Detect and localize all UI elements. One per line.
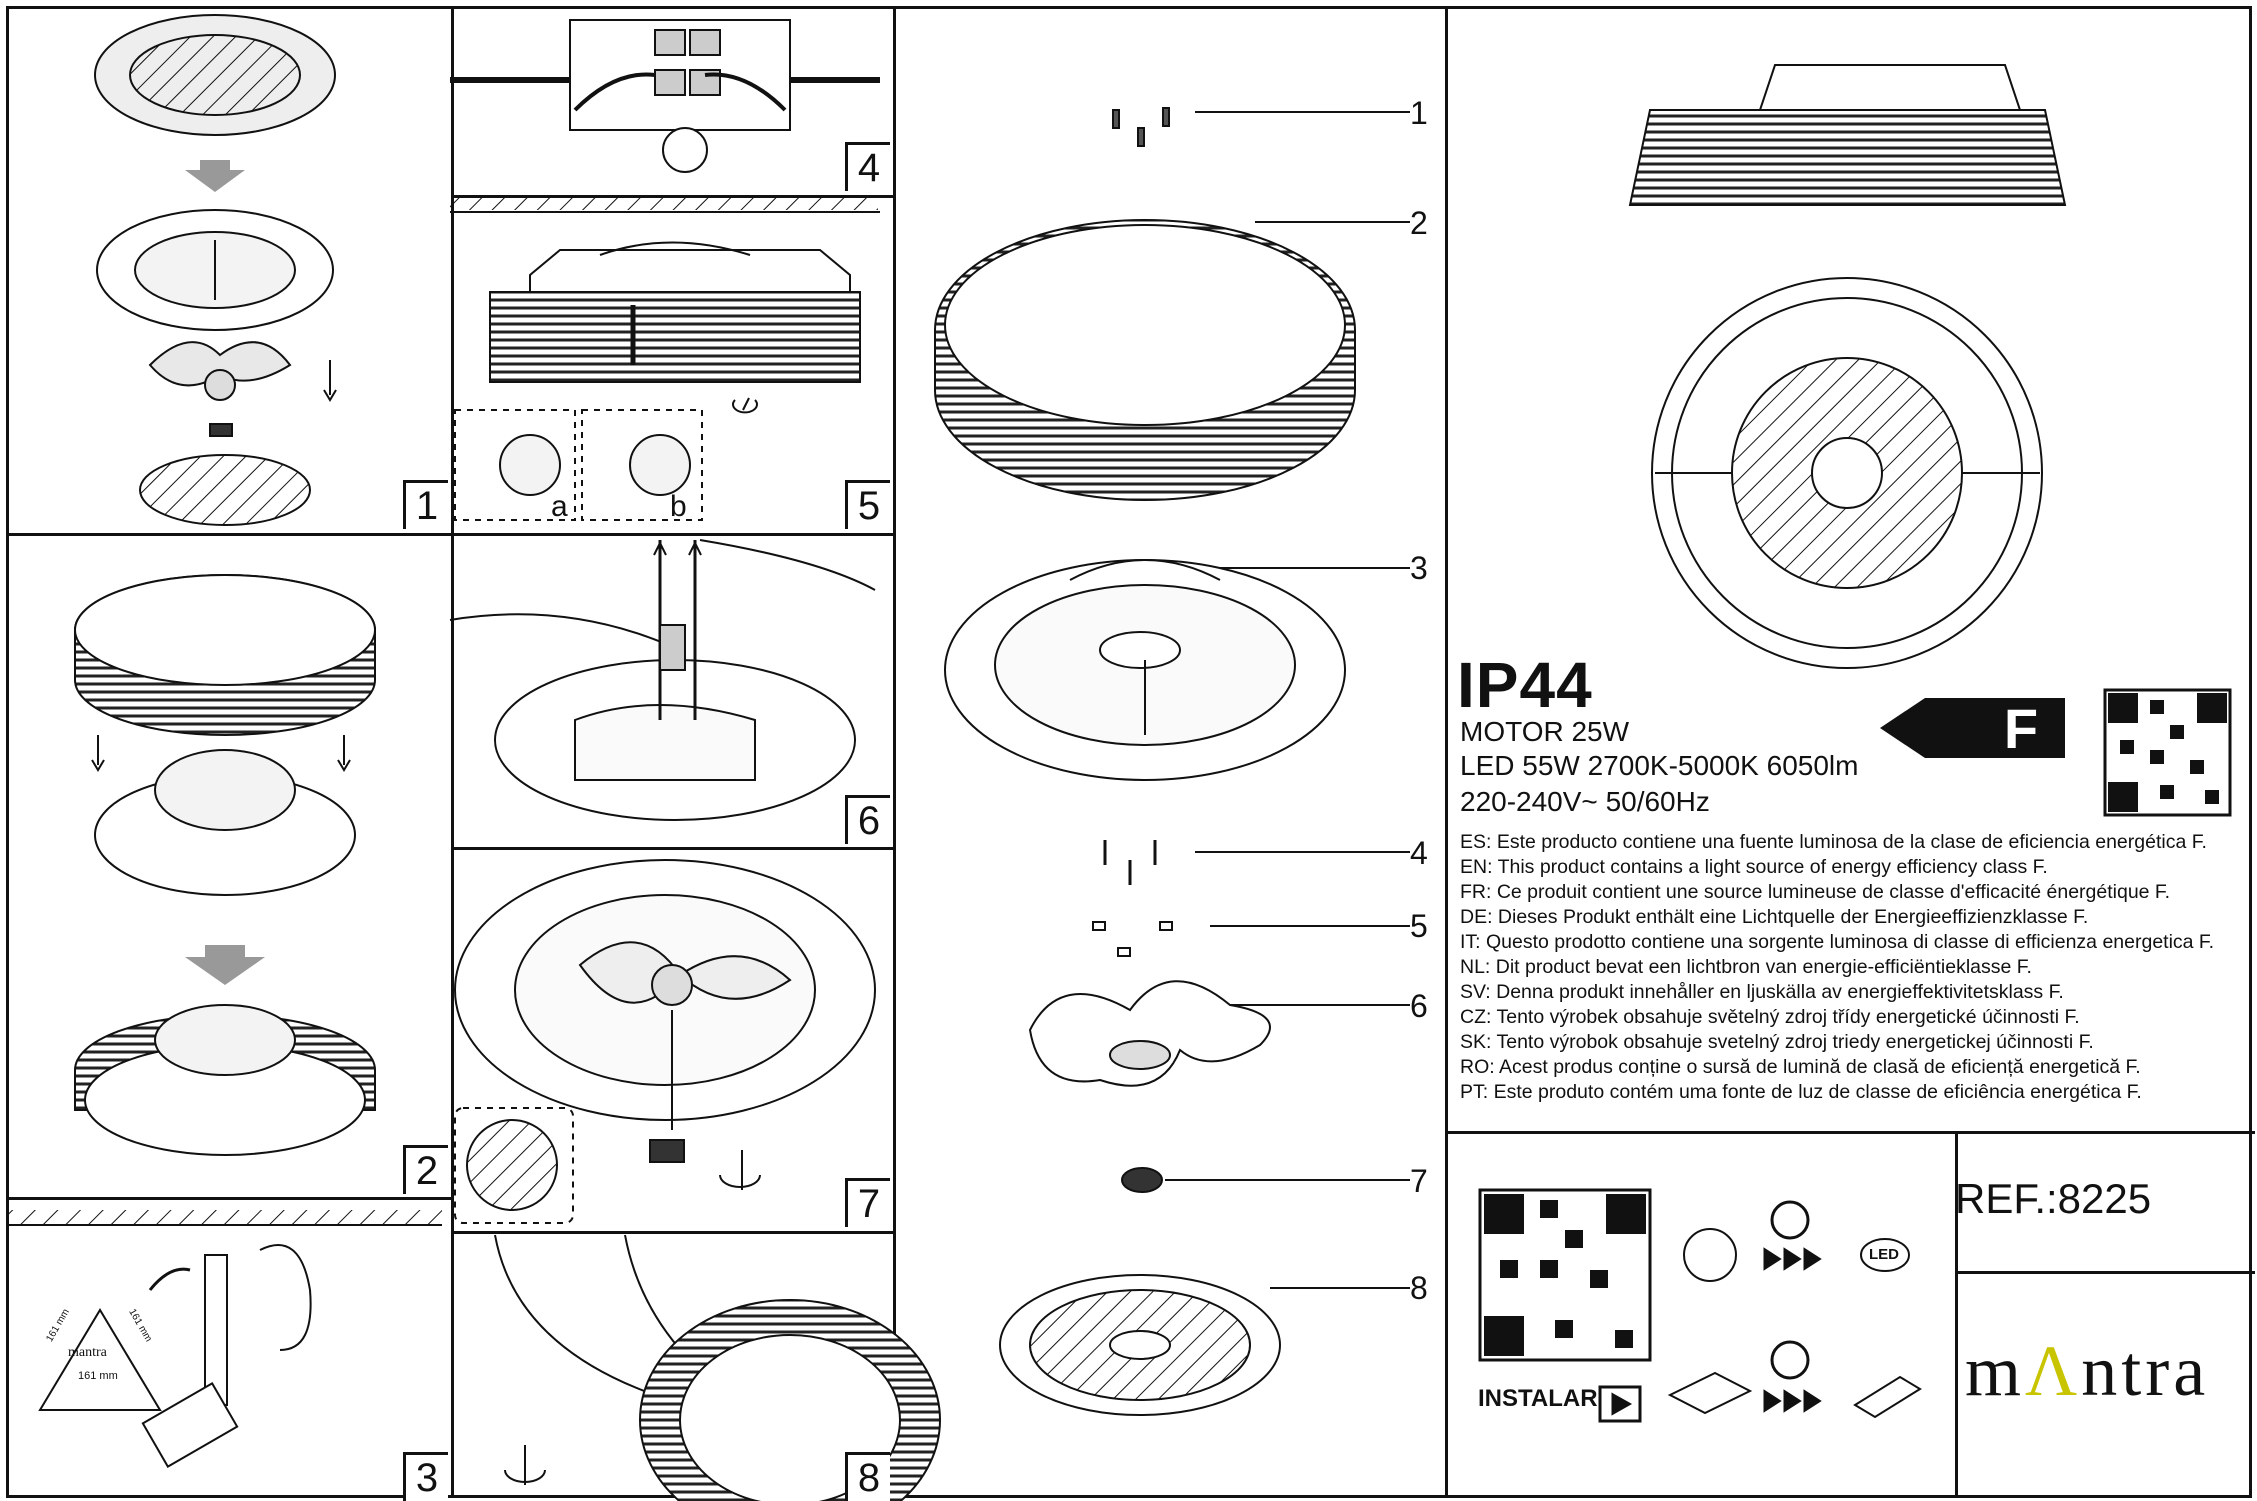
part-number: 6 xyxy=(1410,988,1428,1024)
step3-dim-bottom: 161 mm xyxy=(78,1370,118,1382)
brand-logo-mark: Λ xyxy=(2025,1331,2082,1411)
step3-dim-left: 161 mm xyxy=(44,1307,72,1344)
step4-drawing xyxy=(450,20,880,172)
led-icon-label: LED xyxy=(1869,1246,1899,1263)
part-number: 4 xyxy=(1410,835,1428,871)
energy-line-nl: NL: Dit product bevat een lichtbron van energie-efficiëntieklasse F. xyxy=(1460,956,2032,978)
step-number: 3 xyxy=(403,1452,448,1501)
junction-box-icon xyxy=(1670,1373,1750,1413)
step5-drawing xyxy=(450,196,880,520)
voltage-spec: 220-240V~ 50/60Hz xyxy=(1460,786,1710,817)
technician-icon xyxy=(1765,1202,1819,1268)
brand-logo xyxy=(1965,1330,2209,1413)
energy-line-de: DE: Dieses Produkt enthält eine Lichtquelle der Energieeffizienzklasse F. xyxy=(1460,906,2089,928)
no-led-replace-icon xyxy=(1684,1229,1736,1281)
step-number: 1 xyxy=(403,480,448,529)
step-number: 6 xyxy=(845,795,890,844)
step1-drawing xyxy=(95,15,336,525)
play-video-icon xyxy=(1600,1387,1640,1421)
step5-label-b: b xyxy=(670,490,687,523)
energy-line-es: ES: Este producto contiene una fuente luminosa de la clase de eficiencia energética F. xyxy=(1460,831,2207,853)
part-number: 3 xyxy=(1410,550,1428,586)
step-number: 4 xyxy=(845,142,890,191)
step2-drawing xyxy=(75,575,375,1155)
product-reference: REF.:8225 xyxy=(1955,1175,2152,1222)
brand-logo-part: m xyxy=(1965,1331,2026,1411)
energy-class-letter: F xyxy=(2003,697,2039,760)
step6-drawing xyxy=(450,540,875,820)
qr-code-top xyxy=(2105,690,2230,815)
energy-line-sk: SK: Tento výrobok obsahuje svetelný zdroj triedy energetickej účinnosti F. xyxy=(1460,1031,2094,1053)
step7-drawing xyxy=(455,860,875,1223)
part-number: 8 xyxy=(1410,1270,1428,1306)
energy-line-sv: SV: Denna produkt innehåller en ljuskälla av energieffektivitetsklass F. xyxy=(1460,981,2064,1003)
step3-dim-right: 161 mm xyxy=(126,1307,154,1344)
parts-drawing xyxy=(935,108,1410,1415)
step-number: 2 xyxy=(403,1145,448,1194)
energy-line-en: EN: This product contains a light source of energy efficiency class F. xyxy=(1460,856,2048,878)
energy-line-ro: RO: Acest produs conține o sursă de lumină de clasă de eficiență energetică F. xyxy=(1460,1056,2141,1078)
install-video-label[interactable]: INSTALAR xyxy=(1478,1385,1598,1412)
ip-rating: IP44 xyxy=(1457,649,1593,721)
step3-drawing xyxy=(6,1210,442,1467)
energy-line-fr: FR: Ce produit contient une source lumineuse de classe d'efficacité énergétique F. xyxy=(1460,881,2171,903)
driver-icon xyxy=(1855,1377,1920,1417)
motor-spec: MOTOR 25W xyxy=(1460,716,1630,747)
step3-template-brand: mantra xyxy=(68,1345,107,1360)
step-number: 8 xyxy=(845,1452,890,1501)
brand-logo-part: ntra xyxy=(2081,1331,2210,1411)
energy-line-cz: CZ: Tento výrobek obsahuje světelný zdroj třídy energetické účinnosti F. xyxy=(1460,1006,2080,1028)
part-number: 2 xyxy=(1410,205,1428,241)
part-number: 7 xyxy=(1410,1163,1428,1199)
energy-line-pt: PT: Este produto contém uma fonte de luz de classe de eficiência energética F. xyxy=(1460,1081,2142,1103)
part-number: 5 xyxy=(1410,908,1428,944)
step-number: 7 xyxy=(845,1178,890,1227)
led-spec: LED 55W 2700K-5000K 6050lm xyxy=(1460,750,1859,781)
part-number: 1 xyxy=(1410,95,1428,131)
qr-code-bottom xyxy=(1480,1190,1650,1360)
product-views xyxy=(1630,65,2065,668)
energy-line-it: IT: Questo prodotto contiene una sorgente luminosa di classe di efficienza energetica F. xyxy=(1460,931,2215,953)
step5-label-a: a xyxy=(551,490,568,523)
step-number: 5 xyxy=(845,480,890,529)
technician-icon-2 xyxy=(1765,1342,1819,1410)
